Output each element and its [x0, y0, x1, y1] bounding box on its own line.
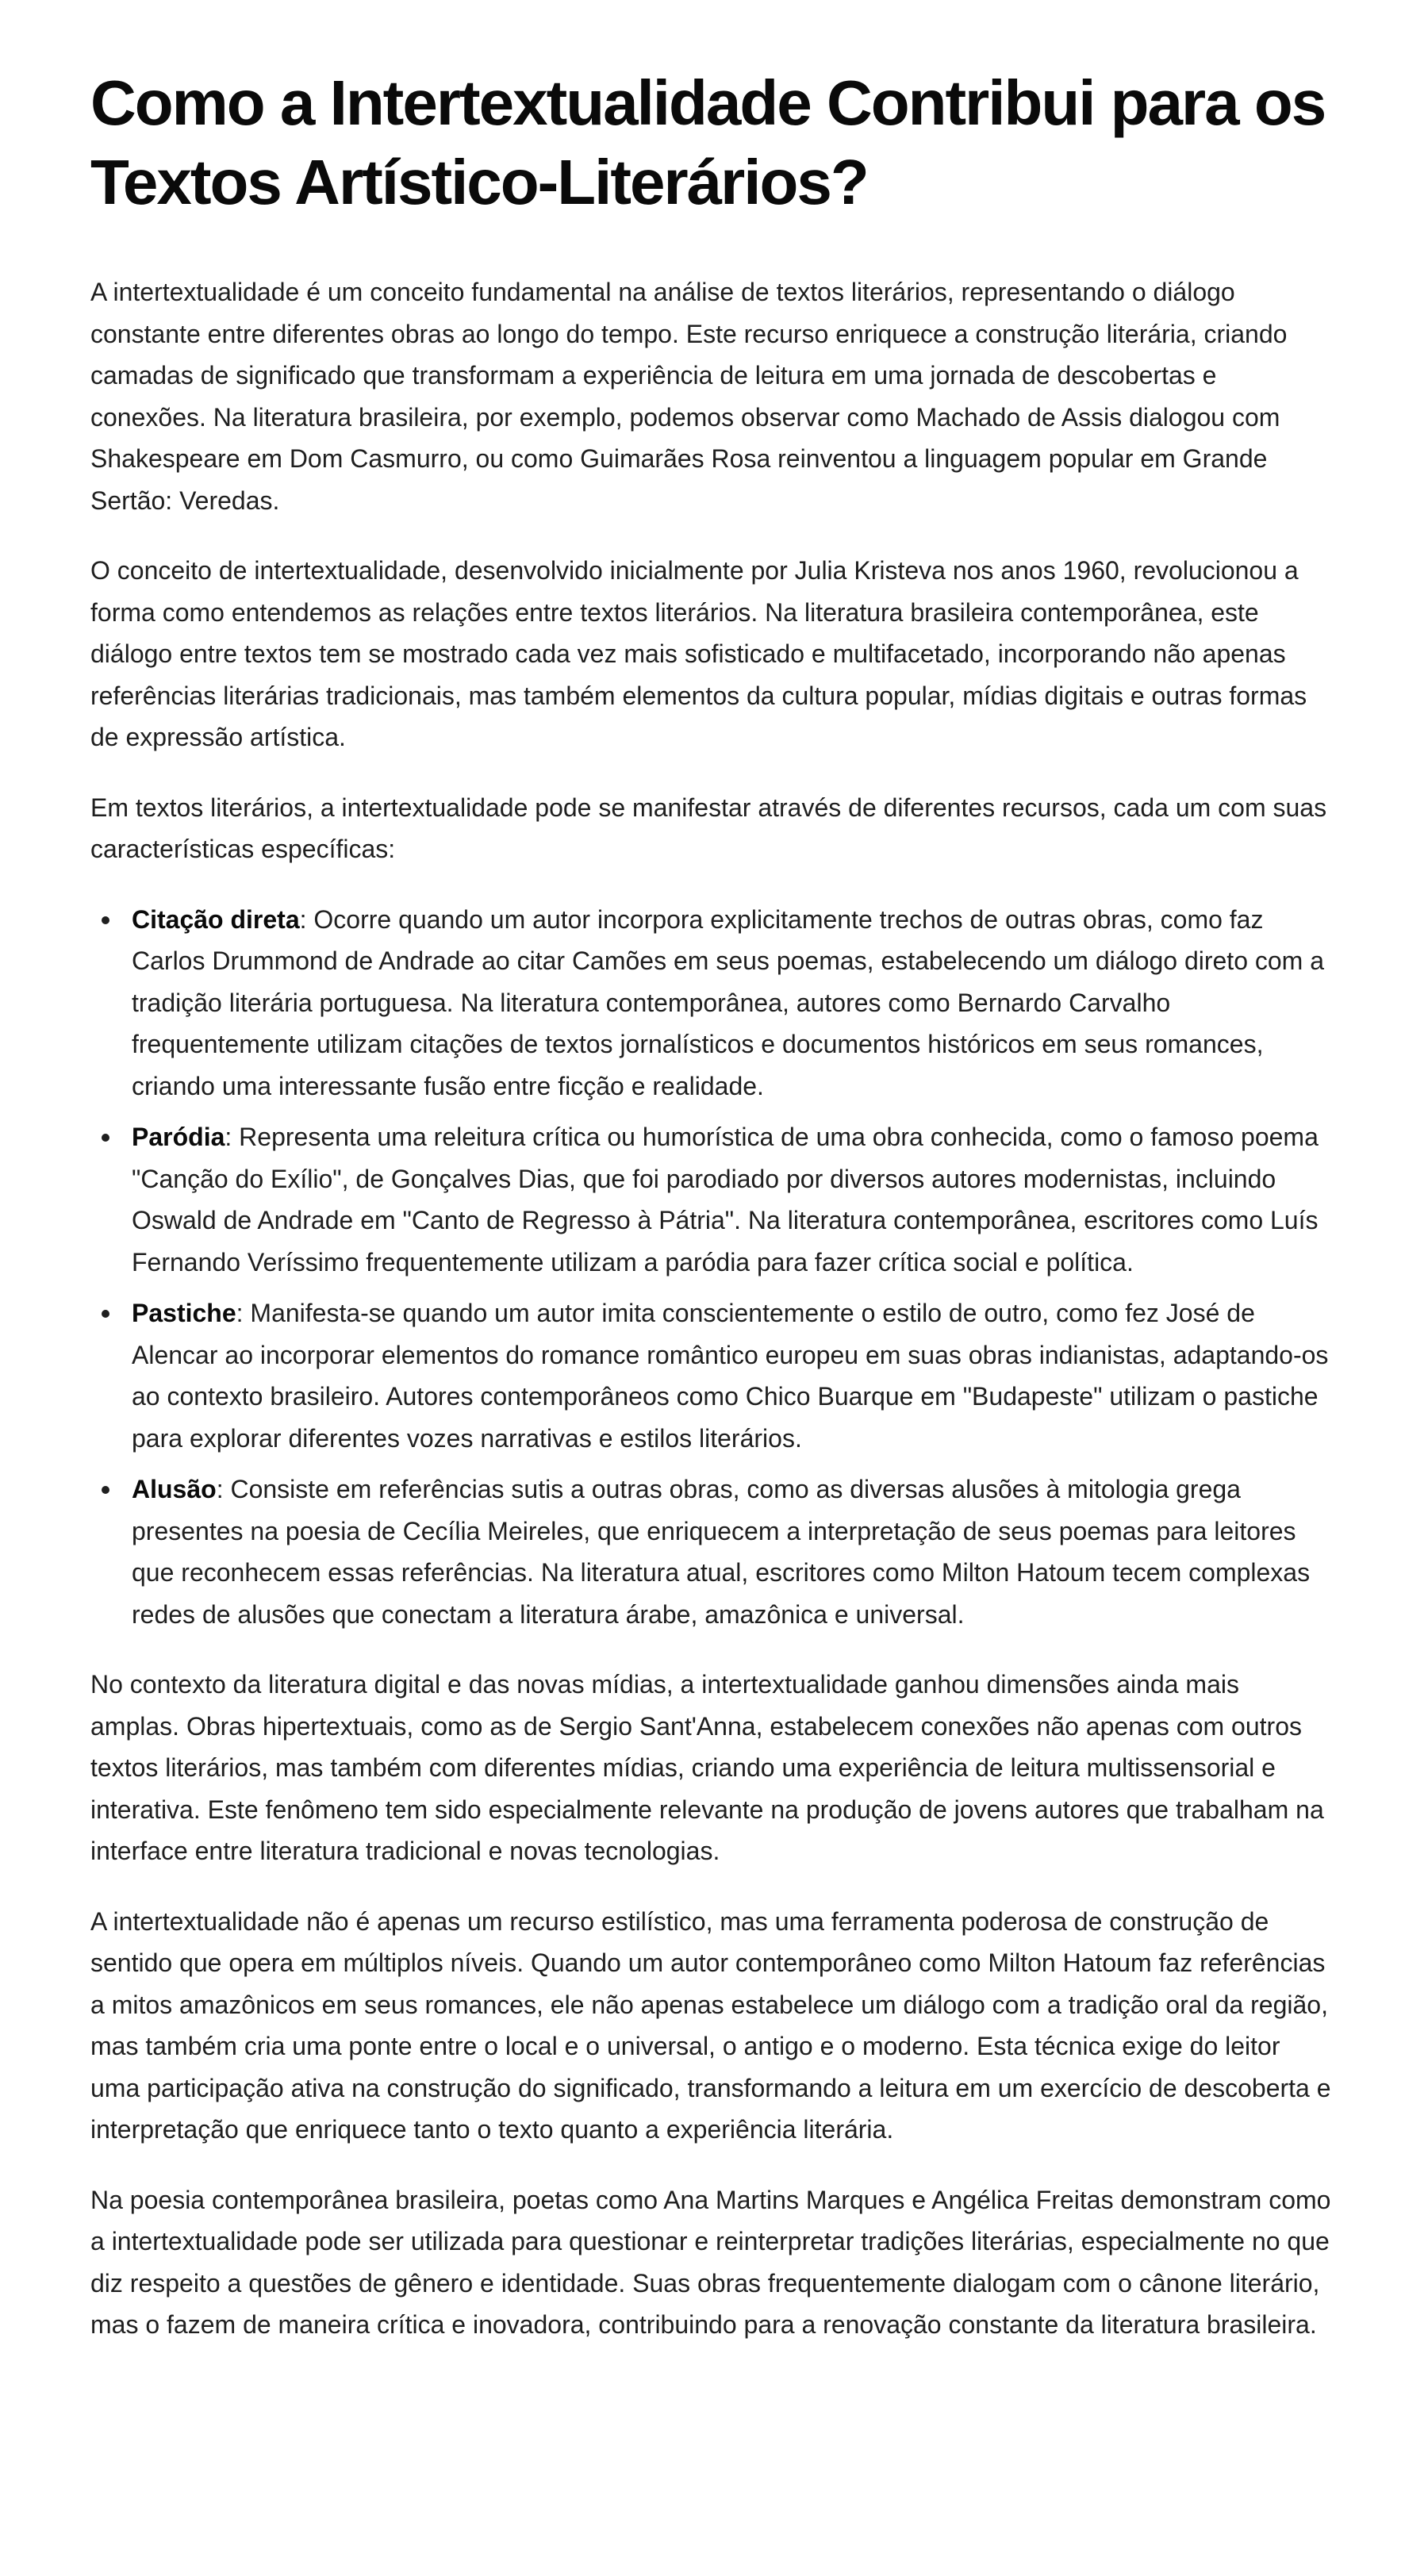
- list-item-parodia: [132, 1116, 1333, 1283]
- paragraph-intro-2: O conceito de intertextualidade, desenvolvido inicialmente por Julia Kristeva nos anos 1960, revolucionou a forma como entendemos as relações entre textos literários. Na literatura brasileira contemporânea, este diálogo entre textos tem se mostrado cada vez mais sofisticado e multifacetado, incorporando não apenas referências literárias tradicionais, mas também elementos da cultura popular, mídias digitais e outras formas de expressão artística.: [90, 556, 1307, 751]
- resources-list: [90, 899, 1333, 1636]
- list-item-text: : Representa uma releitura crítica ou humorística de uma obra conhecida, como o famoso poema "Canção do Exílio", de Gonçalves Dias, que foi parodiado por diversos autores modernistas, incluindo Oswald de Andrade em "Canto de Regresso à Pátria". Na literatura contemporânea, escritores como Luís Fernando Veríssimo frequentemente utilizam a paródia para fazer crítica social e política.: [132, 1123, 1319, 1276]
- list-item-term: Pastiche: [132, 1299, 236, 1327]
- list-item-pastiche: [132, 1292, 1333, 1459]
- list-item-term: Paródia: [132, 1123, 225, 1151]
- list-item-term: Citação direta: [132, 904, 300, 934]
- paragraph-intro-1: A intertextualidade é um conceito fundamental na análise de textos literários, representando o diálogo constante entre diferentes obras ao longo do tempo. Este recurso enriquece a construção literária, criando camadas de significado que transformam a experiência de leitura em uma jornada de descobertas e conexões. Na literatura brasileira, por exemplo, podemos observar como Machado de Assis dialogou com Shakespeare em Dom Casmurro, ou como Guimarães Rosa reinventou a linguagem popular em Grande Sertão: Veredas.: [90, 278, 1288, 515]
- list-item-term: Alusão: [132, 1475, 217, 1503]
- paragraph-digital-literature: No contexto da literatura digital e das novas mídias, a intertextualidade ganhou dimensões ainda mais amplas. Obras hipertextuais, como as de Sergio Sant'Anna, estabelecem conexões não apenas com outros textos literários, mas também com diferentes mídias, criando uma experiência de leitura multissensorial e interativa. Este fenômeno tem sido especialmente relevante na produção de jovens autores que trabalham na interface entre literatura tradicional e novas tecnologias.: [90, 1670, 1324, 1865]
- list-item-citacao-direta: [132, 899, 1333, 1108]
- article: [90, 63, 1333, 2374]
- paragraph-meaning-construction: A intertextualidade não é apenas um recurso estilístico, mas uma ferramenta poderosa de construção de sentido que opera em múltiplos níveis. Quando um autor contemporâneo como Milton Hatoum faz referências a mitos amazônicos em seus romances, ele não apenas estabelece um diálogo com a tradição oral da região, mas também cria uma ponte entre o local e o universal, o antigo e o moderno. Esta técnica exige do leitor uma participação ativa na construção do significado, transformando a leitura em um exercício de descoberta e interpretação que enriquece tanto o texto quanto a experiência literária.: [90, 1906, 1331, 2144]
- list-item-alusao: [132, 1468, 1333, 1635]
- paragraph-intro-3: Em textos literários, a intertextualidade pode se manifestar através de diferentes recursos, cada um com suas características específicas:: [90, 793, 1327, 863]
- list-item-text: : Ocorre quando um autor incorpora explicitamente trechos de outras obras, como faz Carlos Drummond de Andrade ao citar Camões em seus poemas, estabelecendo um diálogo direto com a tradição literária portuguesa. Na literatura contemporânea, autores como Bernardo Carvalho frequentemente utilizam citações de textos jornalísticos e documentos históricos em seus romances, criando uma interessante fusão entre ficção e realidade.: [132, 904, 1325, 1100]
- article-title: Como a Intertextualidade Contribui para os Textos Artístico-Literários?: [90, 67, 1326, 217]
- list-item-text: : Consiste em referências sutis a outras obras, como as diversas alusões à mitologia grega presentes na poesia de Cecília Meireles, que enriquecem a interpretação de seus poemas para leitores que reconhecem essas referências. Na literatura atual, escritores como Milton Hatoum tecem complexas redes de alusões que conectam a literatura árabe, amazônica e universal.: [132, 1475, 1311, 1629]
- list-item-text: : Manifesta-se quando um autor imita conscientemente o estilo de outro, como fez José de Alencar ao incorporar elementos do romance romântico europeu em suas obras indianistas, adaptando-os ao contexto brasileiro. Autores contemporâneos como Chico Buarque em "Budapeste" utilizam o pastiche para explorar diferentes vozes narrativas e estilos literários.: [132, 1299, 1329, 1453]
- paragraph-contemporary-poetry: Na poesia contemporânea brasileira, poetas como Ana Martins Marques e Angélica Freitas demonstram como a intertextualidade pode ser utilizada para questionar e reinterpretar tradições literárias, especialmente no que diz respeito a questões de gênero e identidade. Suas obras frequentemente dialogam com o cânone literário, mas o fazem de maneira crítica e inovadora, contribuindo para a renovação constante da literatura brasileira.: [90, 2185, 1331, 2339]
